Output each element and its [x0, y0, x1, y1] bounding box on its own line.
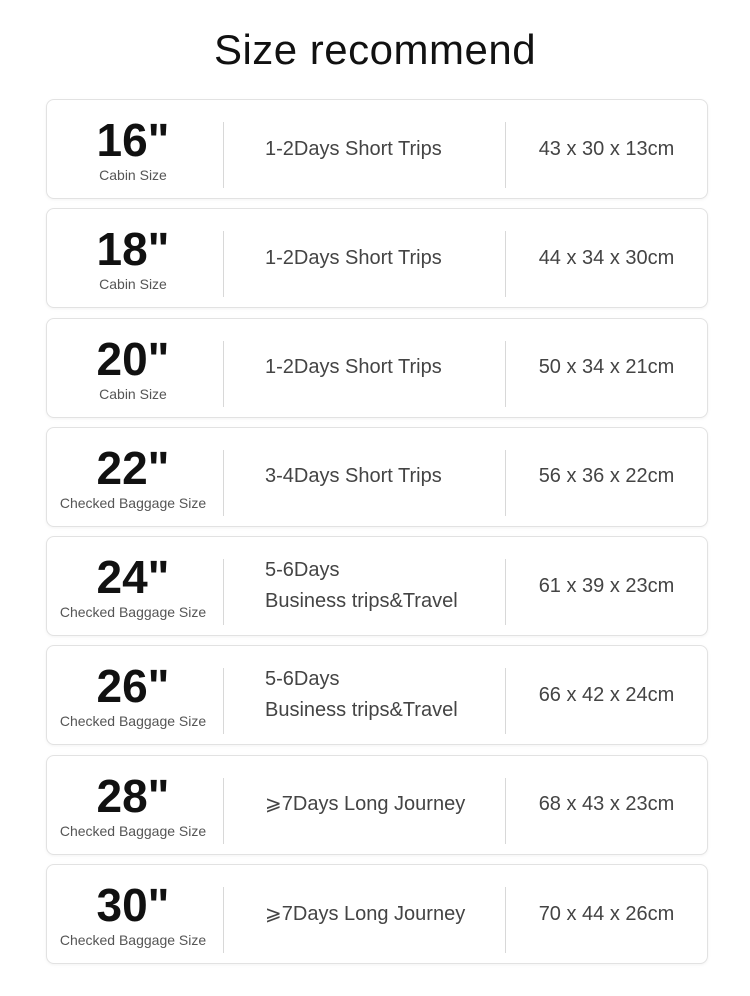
column-divider [223, 450, 224, 516]
size-type: Checked Baggage Size [59, 604, 207, 621]
size-cell [47, 646, 219, 744]
size-type: Cabin Size [99, 167, 167, 183]
size-value: 30" [96, 879, 170, 932]
column-divider [223, 778, 224, 844]
trip-cell [265, 865, 505, 963]
dimensions-cell: 70 x 44 x 26cm [538, 902, 675, 925]
size-row-22 [46, 427, 708, 527]
dimensions-cell: 43 x 30 x 13cm [538, 137, 675, 160]
trip-line: Business trips&Travel [265, 590, 458, 613]
size-cell [47, 537, 219, 635]
trip-cell [265, 537, 505, 635]
size-table [46, 99, 708, 973]
size-type: Cabin Size [99, 385, 167, 402]
trip-line: 3-4Days Short Trips [265, 465, 442, 488]
size-type: Checked Baggage Size [59, 932, 207, 949]
size-row-30 [46, 864, 708, 964]
column-divider [223, 122, 224, 188]
size-value: 22" [96, 441, 170, 494]
trip-line: 5-6Days [265, 668, 340, 691]
size-value: 18" [96, 223, 170, 276]
trip-line: 1-2Days Short Trips [265, 356, 442, 379]
column-divider [223, 887, 224, 953]
column-divider [223, 559, 224, 625]
size-cell [47, 865, 219, 963]
size-value: 26" [96, 660, 170, 713]
size-row-18 [46, 208, 708, 308]
trip-line: ⩾7Days Long Journey [265, 902, 466, 925]
size-row-20 [46, 318, 708, 418]
page-title: Size recommend [213, 26, 537, 73]
trip-line: 5-6Days [265, 559, 340, 582]
trip-line: ⩾7Days Long Journey [265, 793, 466, 816]
size-type: Cabin Size [99, 276, 167, 293]
column-divider [223, 668, 224, 734]
size-cell [47, 100, 219, 198]
dimensions-cell: 56 x 36 x 22cm [538, 465, 675, 488]
size-value: 24" [96, 551, 170, 604]
size-row-24 [46, 536, 708, 636]
size-cell [47, 756, 219, 854]
trip-cell [265, 428, 505, 526]
size-type: Checked Baggage Size [59, 494, 207, 511]
trip-cell [265, 209, 505, 307]
column-divider [223, 231, 224, 297]
trip-line: 1-2Days Short Trips [265, 246, 442, 269]
size-cell [47, 428, 219, 526]
trip-line: Business trips&Travel [265, 699, 458, 722]
size-value: 28" [96, 769, 170, 822]
size-type: Checked Baggage Size [59, 822, 207, 839]
size-value: 20" [96, 332, 170, 385]
trip-cell [265, 319, 505, 417]
size-row-26 [46, 645, 708, 745]
trip-line: 1-2Days Short Trips [265, 137, 442, 160]
dimensions-cell: 66 x 42 x 24cm [538, 683, 675, 706]
size-value: 16" [96, 114, 170, 166]
trip-cell [265, 646, 505, 744]
dimensions-cell: 50 x 34 x 21cm [538, 356, 675, 379]
size-cell [47, 209, 219, 307]
dimensions-cell: 44 x 34 x 30cm [538, 246, 675, 269]
size-row-28 [46, 755, 708, 855]
size-row-16 [46, 99, 708, 199]
size-cell [47, 319, 219, 417]
trip-cell [265, 756, 505, 854]
dimensions-cell: 61 x 39 x 23cm [538, 574, 675, 597]
dimensions-cell: 68 x 43 x 23cm [538, 793, 675, 816]
size-type: Checked Baggage Size [59, 713, 207, 730]
trip-cell [265, 100, 505, 198]
column-divider [223, 341, 224, 407]
